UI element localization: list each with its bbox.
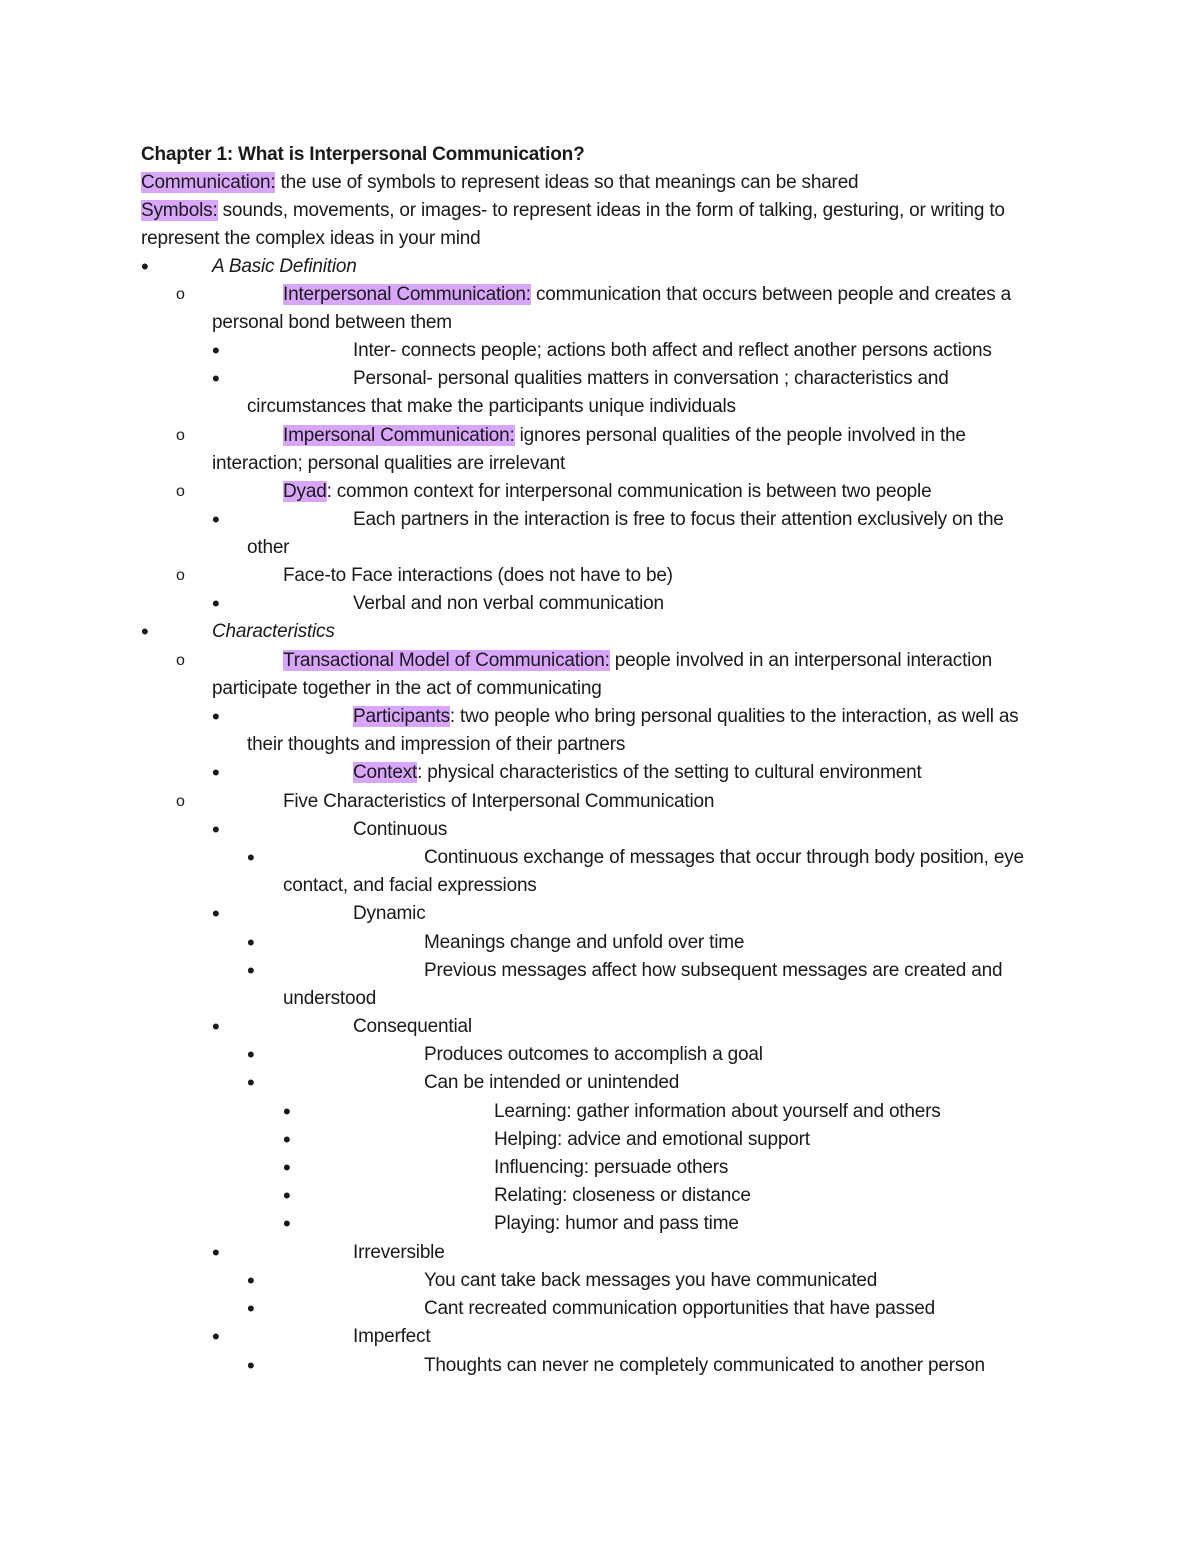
outline-item: Continuous <box>353 819 448 840</box>
outline-item <box>353 759 922 787</box>
communication-definition <box>141 169 858 197</box>
item-text-continued: other <box>247 537 290 558</box>
bullet-disc: • <box>247 1070 255 1095</box>
outline-item: Meanings change and unfold over time <box>424 932 745 953</box>
bullet-circle: o <box>176 793 185 810</box>
outline-item: Previous messages affect how subsequent messages are created and <box>424 960 1003 981</box>
bullet-disc: • <box>247 1296 255 1321</box>
bullet-circle: o <box>176 652 185 669</box>
highlighted-term: Transactional Model of Communication: <box>283 650 610 671</box>
bullet-disc: • <box>283 1211 291 1236</box>
highlighted-term: Communication: <box>141 172 276 193</box>
item-text: ignores personal qualities of the people involved in the <box>514 425 966 446</box>
item-text: : two people who bring personal qualities to the interaction, as well as <box>449 706 1019 727</box>
outline-item: Five Characteristics of Interpersonal Communication <box>283 791 715 812</box>
outline-item: Inter- connects people; actions both affect and reflect another persons actions <box>353 340 992 361</box>
bullet-disc: • <box>212 704 220 729</box>
outline-item <box>283 478 931 506</box>
definition-text-continued: represent the complex ideas in your mind <box>141 228 481 249</box>
definition-text: sounds, movements, or images- to represent ideas in the form of talking, gesturing, or writing to <box>217 200 1005 221</box>
outline-item: Continuous exchange of messages that occur through body position, eye <box>424 847 1024 868</box>
bullet-disc: • <box>247 1042 255 1067</box>
highlighted-term: Context <box>353 762 418 783</box>
highlighted-term: Symbols: <box>141 200 218 221</box>
item-text-continued: personal bond between them <box>212 312 452 333</box>
definition-text: the use of symbols to represent ideas so that meanings can be shared <box>275 172 859 193</box>
highlighted-term: Dyad <box>283 481 327 502</box>
item-text: communication that occurs between people and creates a <box>530 284 1011 305</box>
outline-item: Learning: gather information about yourself and others <box>494 1101 941 1122</box>
outline-item: Consequential <box>353 1016 472 1037</box>
outline-item <box>283 281 1011 309</box>
bullet-disc: • <box>212 1240 220 1265</box>
bullet-circle: o <box>176 567 185 584</box>
outline-item: Personal- personal qualities matters in conversation ; characteristics and <box>353 368 949 389</box>
bullet-disc: • <box>141 619 149 644</box>
bullet-disc: • <box>212 901 220 926</box>
item-text: people involved in an interpersonal interaction <box>609 650 992 671</box>
item-text-continued: their thoughts and impression of their partners <box>247 734 626 755</box>
chapter-title: Chapter 1: What is Interpersonal Communication? <box>141 144 585 165</box>
bullet-disc: • <box>283 1127 291 1152</box>
outline-item: Thoughts can never ne completely communicated to another person <box>424 1355 985 1376</box>
bullet-disc: • <box>247 845 255 870</box>
bullet-disc: • <box>212 338 220 363</box>
item-text-continued: circumstances that make the participants unique individuals <box>247 396 736 417</box>
bullet-disc: • <box>212 507 220 532</box>
outline-item: Influencing: persuade others <box>494 1157 729 1178</box>
item-text: : common context for interpersonal communication is between two people <box>326 481 932 502</box>
section-heading: A Basic Definition <box>212 256 357 277</box>
item-text: : physical characteristics of the setting to cultural environment <box>417 762 922 783</box>
outline-item <box>283 422 966 450</box>
bullet-circle: o <box>176 483 185 500</box>
section-heading: Characteristics <box>212 621 335 642</box>
item-text-continued: participate together in the act of communicating <box>212 678 602 699</box>
bullet-disc: • <box>247 930 255 955</box>
bullet-disc: • <box>283 1099 291 1124</box>
outline-item: Face-to Face interactions (does not have to be) <box>283 565 673 586</box>
outline-item: Dynamic <box>353 903 426 924</box>
bullet-disc: • <box>212 1014 220 1039</box>
outline-item: Playing: humor and pass time <box>494 1213 739 1234</box>
bullet-disc: • <box>283 1183 291 1208</box>
bullet-disc: • <box>247 1268 255 1293</box>
outline-item: Produces outcomes to accomplish a goal <box>424 1044 763 1065</box>
outline-item: Cant recreated communication opportunities that have passed <box>424 1298 936 1319</box>
outline-item: Relating: closeness or distance <box>494 1185 751 1206</box>
bullet-circle: o <box>176 427 185 444</box>
outline-item: Each partners in the interaction is free to focus their attention exclusively on the <box>353 509 1004 530</box>
highlighted-term: Participants <box>353 706 450 727</box>
outline-item: Verbal and non verbal communication <box>353 593 664 614</box>
highlighted-term: Interpersonal Communication: <box>283 284 531 305</box>
bullet-disc: • <box>212 1324 220 1349</box>
bullet-disc: • <box>212 366 220 391</box>
item-text-continued: understood <box>283 988 377 1009</box>
bullet-disc: • <box>212 817 220 842</box>
bullet-disc: • <box>141 254 149 279</box>
bullet-disc: • <box>247 1353 255 1378</box>
bullet-disc: • <box>247 958 255 983</box>
outline-item: Imperfect <box>353 1326 431 1347</box>
outline-item <box>283 647 992 675</box>
outline-item: Helping: advice and emotional support <box>494 1129 810 1150</box>
outline-item: You cant take back messages you have communicated <box>424 1270 878 1291</box>
bullet-disc: • <box>283 1155 291 1180</box>
outline-item <box>353 703 1018 731</box>
symbols-definition <box>141 197 1005 225</box>
highlighted-term: Impersonal Communication: <box>283 425 515 446</box>
outline-item: Irreversible <box>353 1242 445 1263</box>
item-text-continued: contact, and facial expressions <box>283 875 537 896</box>
item-text-continued: interaction; personal qualities are irrelevant <box>212 453 566 474</box>
bullet-circle: o <box>176 286 185 303</box>
bullet-disc: • <box>212 591 220 616</box>
outline-item: Can be intended or unintended <box>424 1072 680 1093</box>
bullet-disc: • <box>212 760 220 785</box>
